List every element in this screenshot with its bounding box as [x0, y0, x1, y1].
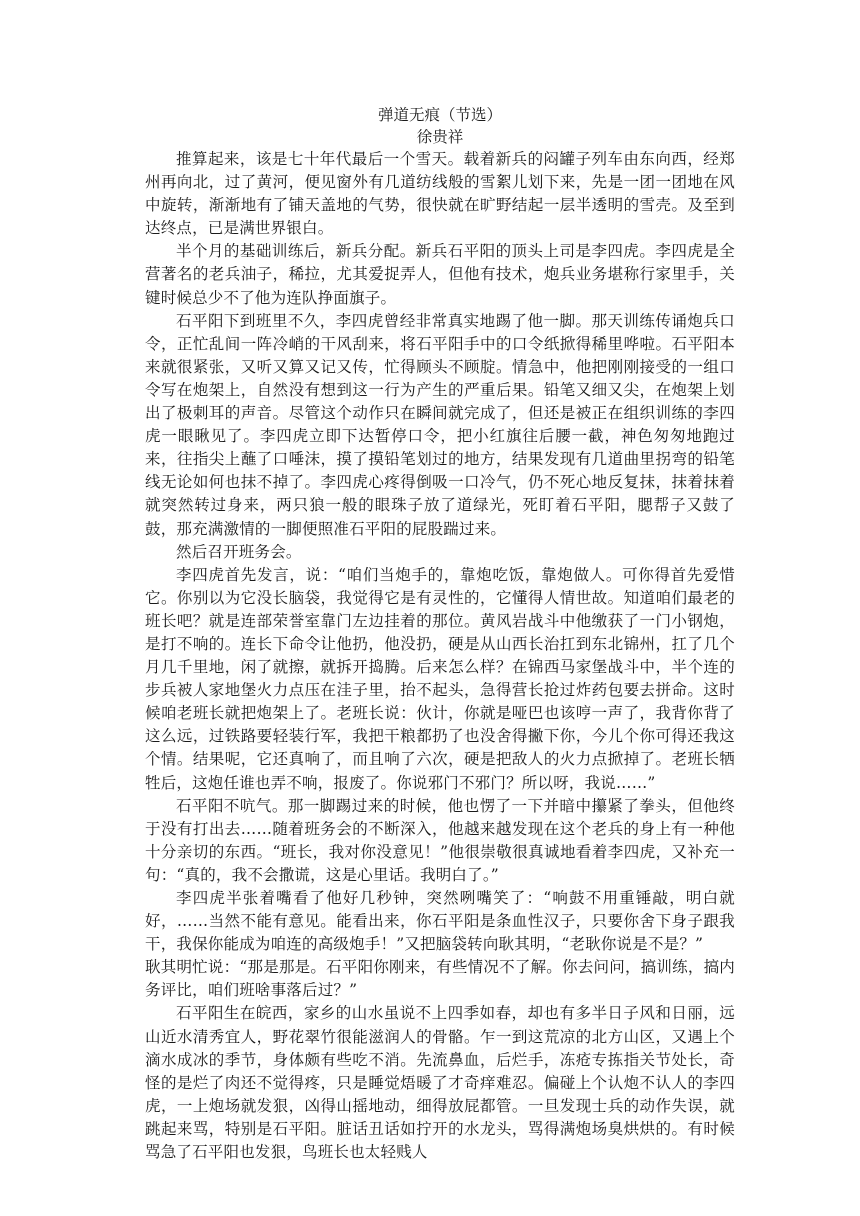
- paragraph: 石平阳生在皖西，家乡的山水虽说不上四季如春，却也有多半日子风和日丽，远山近水清秀宜人，野花翠竹很能滋润人的骨骼。乍一到这荒凉的北方山区，又遇上个滴水成冰的季节，身体颇有些吃不消。先流鼻血，后烂手，冻疮专拣指关节处长，奇怪的是烂了肉还不觉得疼，只是睡觉焐暖了才奇痒难忍。偏碰上个认炮不认人的李四虎，一上炮场就发狠，凶得山摇地动，细得放屁都管。一旦发现士兵的动作失误，就跳起来骂，特别是石平阳。脏话丑话如拧开的水龙头，骂得满炮场臭烘烘的。有时候骂急了石平阳也发狠，鸟班长也太轻贱人: [145, 1004, 735, 1162]
- paragraph: 李四虎首先发言，说：“咱们当炮手的，靠炮吃饭，靠炮做人。可你得首先爱惜它。你别以为它没长脑袋，我觉得它是有灵性的，它懂得人情世故。知道咱们最老的班长吧？就是连部荣誉室靠门左边挂着的那位。黄风岩战斗中他缴获了一门小钢炮，是打不响的。连长下命令让他扔，他没扔，硬是从山西长治扛到东北锦州，扛了几个月几千里地，闲了就擦，就拆开捣腾。后来怎么样？在锦西马家堡战斗中，半个连的步兵被人家地堡火力点压在洼子里，抬不起头，急得营长抢过炸药包要去拼命。这时候咱老班长就把炮架上了。老班长说：伙计，你就是哑巴也该哼一声了，我背你背了这么远，过铁路要轻装行军，我把干粮都扔了也没舍得撇下你，今儿个你可得还我这个情。结果呢，它还真响了，而且响了六次，硬是把敌人的火力点掀掉了。老班长牺牲后，这炮任谁也弄不响，报废了。你说邪门不邪门？所以呀，我说……”: [145, 565, 735, 792]
- paragraph: 石平阳不吭气。那一脚踢过来的时候，他也愣了一下并暗中攥紧了拳头，但他终于没有打出去……随着班务会的不断深入，他越来越发现在这个老兵的身上有一种他十分亲切的东西。“班长，我对你没意见！”他很崇敬很真诚地看着李四虎，又补充一句：“真的，我不会撒谎，这是心里话。我明白了。”: [145, 796, 735, 884]
- document-title: 弹道无痕（节选）: [377, 106, 502, 124]
- paragraph: 石平阳下到班里不久，李四虎曾经非常真实地踢了他一脚。那天训练传诵炮兵口令，正忙乱间一阵冷峭的干风刮来，将石平阳手中的口令纸掀得稀里哗啦。石平阳本来就很紧张，又听又算又记又传，忙得顾头不顾腚。情急中，他把刚刚接受的一组口令写在炮架上，自然没有想到这一行为产生的严重后果。铅笔又细又尖，在炮架上划出了极刺耳的声音。尽管这个动作只在瞬间就完成了，但还是被正在组织训练的李四虎一眼瞅见了。李四虎立即下达暂停口令，把小红旗往后腰一截，神色匆匆地跑过来，往指尖上蘸了口唾沫，摸了摸铅笔划过的地方，结果发现有几道曲里拐弯的铅笔线无论如何也抹不掉了。李四虎心疼得倒吸一口冷气，仍不死心地反复抹，抹着抹着就突然转过身来，两只狼一般的眼珠子放了道绿光，死盯着石平阳，腮帮子又鼓了鼓，那充满激情的一脚便照准石平阳的屁股踹过来。: [145, 311, 735, 538]
- paragraph: 推算起来，该是七十年代最后一个雪天。载着新兵的闷罐子列车由东向西，经郑州再向北，过了黄河，便见窗外有几道纺线般的雪絮儿划下来，先是一团一团地在风中旋转，渐渐地有了铺天盖地的气势，很快就在旷野结起一层半透明的雪壳。及至到达终点，已是满世界银白。: [145, 150, 735, 238]
- paragraph: 然后召开班务会。: [176, 542, 302, 561]
- paragraph: 耿其明忙说：“那是那是。石平阳你刚来，有些情况不了解。你去问问，搞训练，搞内务评比，咱们班啥事落后过？”: [145, 958, 735, 1000]
- paragraph: 李四虎半张着嘴看了他好几秒钟，突然咧嘴笑了：“响鼓不用重锤敲，明白就好，……当然不能有意见。能看出来，你石平阳是条血性汉子，只要你舍下身子跟我干，我保你能成为咱连的高级炮手！”又把脑袋转向耿其明，“老耿你说是不是？”: [145, 889, 735, 954]
- paragraph: 半个月的基础训练后，新兵分配。新兵石平阳的顶头上司是李四虎。李四虎是全营著名的老兵油子，稀拉，尤其爱捉弄人，但他有技术，炮兵业务堪称行家里手，关键时候总少不了他为连队挣面旗子。: [145, 242, 735, 307]
- author-name: 徐贵祥: [416, 128, 464, 146]
- document-page: [145, 104, 735, 1164]
